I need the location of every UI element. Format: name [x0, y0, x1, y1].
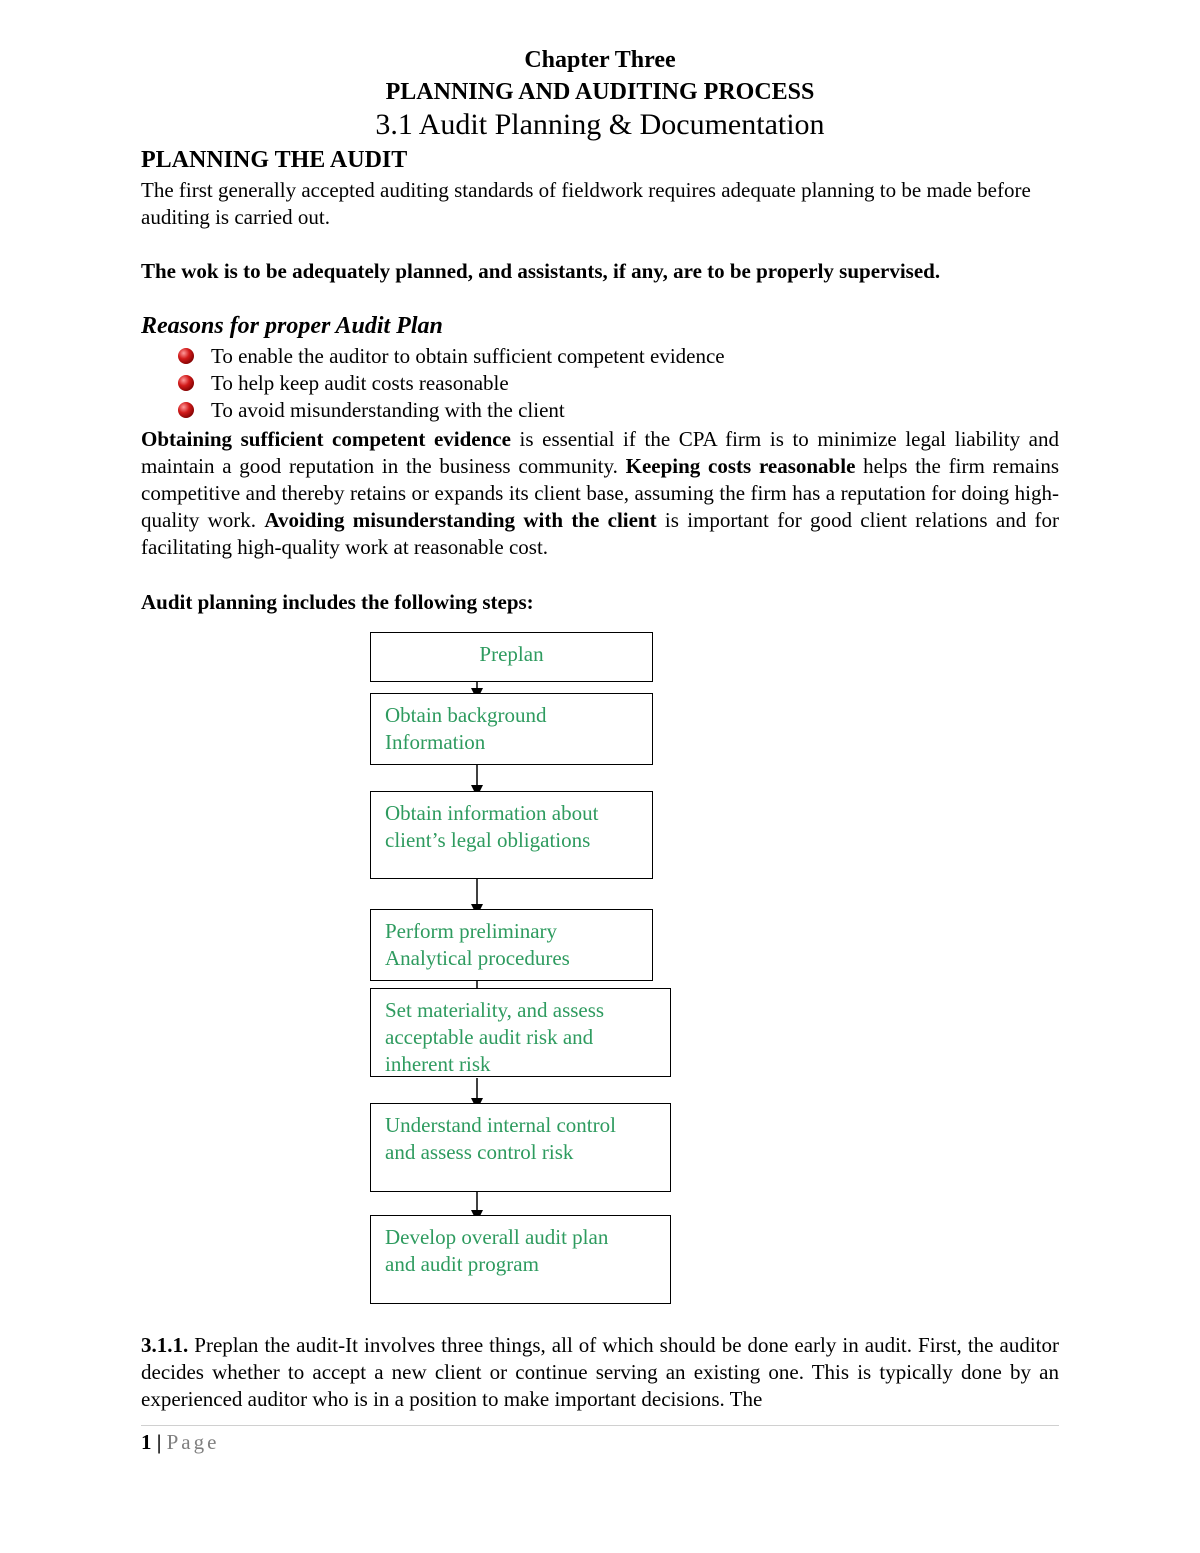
flow-step-label: Obtain information about client’s legal obligations — [385, 801, 599, 852]
section-title: 3.1 Audit Planning & Documentation — [375, 108, 825, 141]
explanation-text: helps the firm remains competitive and thereby retains or expands its client base, assuming the firm has a reputation for doing high-quality work. — [141, 454, 1060, 532]
reason-text: To help keep audit costs reasonable — [211, 371, 509, 395]
bold-phrase: Keeping costs reasonable — [625, 454, 856, 478]
reason-text: To enable the auditor to obtain sufficient competent evidence — [211, 344, 725, 368]
preplan-paragraph — [141, 1332, 1059, 1413]
planning-heading: PLANNING THE AUDIT — [141, 147, 408, 173]
explanation-text: is essential if the CPA firm is to minimize legal liability and maintain a good reputation in the business community. — [141, 427, 1059, 478]
reason-text: To avoid misunderstanding with the client — [211, 398, 565, 422]
flow-step-legal-obligations — [370, 791, 653, 879]
flow-step-label: Preplan — [479, 642, 544, 666]
page-number: 1 — [141, 1430, 152, 1454]
bold-phrase: Avoiding misunderstanding with the client — [264, 508, 657, 532]
footer-separator: | — [151, 1430, 167, 1454]
preplan-text: Preplan the audit-It involves three things, all of which should be done early in audit. First, the auditor decides whether to accept a new client or continue serving an existing one. This is typically done by an experienced auditor who is in a position to make important decisions. The — [141, 1333, 1059, 1411]
reasons-heading: Reasons for proper Audit Plan — [141, 313, 443, 339]
flow-step-analytical — [370, 909, 653, 981]
flow-step-background — [370, 693, 653, 765]
page-footer — [141, 1429, 219, 1456]
steps-heading: Audit planning includes the following steps: — [141, 590, 534, 614]
flow-step-materiality — [370, 988, 671, 1077]
flow-step-label: Set materiality, and assess acceptable audit risk and inherent risk — [385, 998, 605, 1076]
explanation-text: is important for good client relations and for facilitating high-quality work at reasonable cost. — [141, 508, 1059, 559]
flow-step-preplan — [370, 632, 653, 682]
flow-step-label: Obtain background Information — [385, 703, 547, 754]
flow-step-internal-control — [370, 1103, 671, 1192]
part-title: PLANNING AND AUDITING PROCESS — [385, 79, 815, 105]
planning-intro: The first generally accepted auditing standards of fieldwork requires adequate planning to be made before auditing is carried out. — [141, 178, 1031, 229]
page-label: Page — [166, 1430, 220, 1454]
flow-step-audit-plan — [370, 1215, 671, 1304]
flow-step-label: Perform preliminary Analytical procedures — [385, 919, 570, 970]
bold-phrase: Obtaining sufficient competent evidence — [141, 427, 511, 451]
footer-divider — [141, 1425, 1059, 1426]
section-number: 3.1.1. — [141, 1333, 189, 1357]
fieldwork-standard: The wok is to be adequately planned, and assistants, if any, are to be properly supervised. — [141, 259, 941, 283]
chapter-heading: Chapter Three — [524, 47, 676, 73]
flow-step-label: Develop overall audit plan and audit program — [385, 1225, 609, 1276]
flow-step-label: Understand internal control and assess control risk — [385, 1113, 616, 1164]
